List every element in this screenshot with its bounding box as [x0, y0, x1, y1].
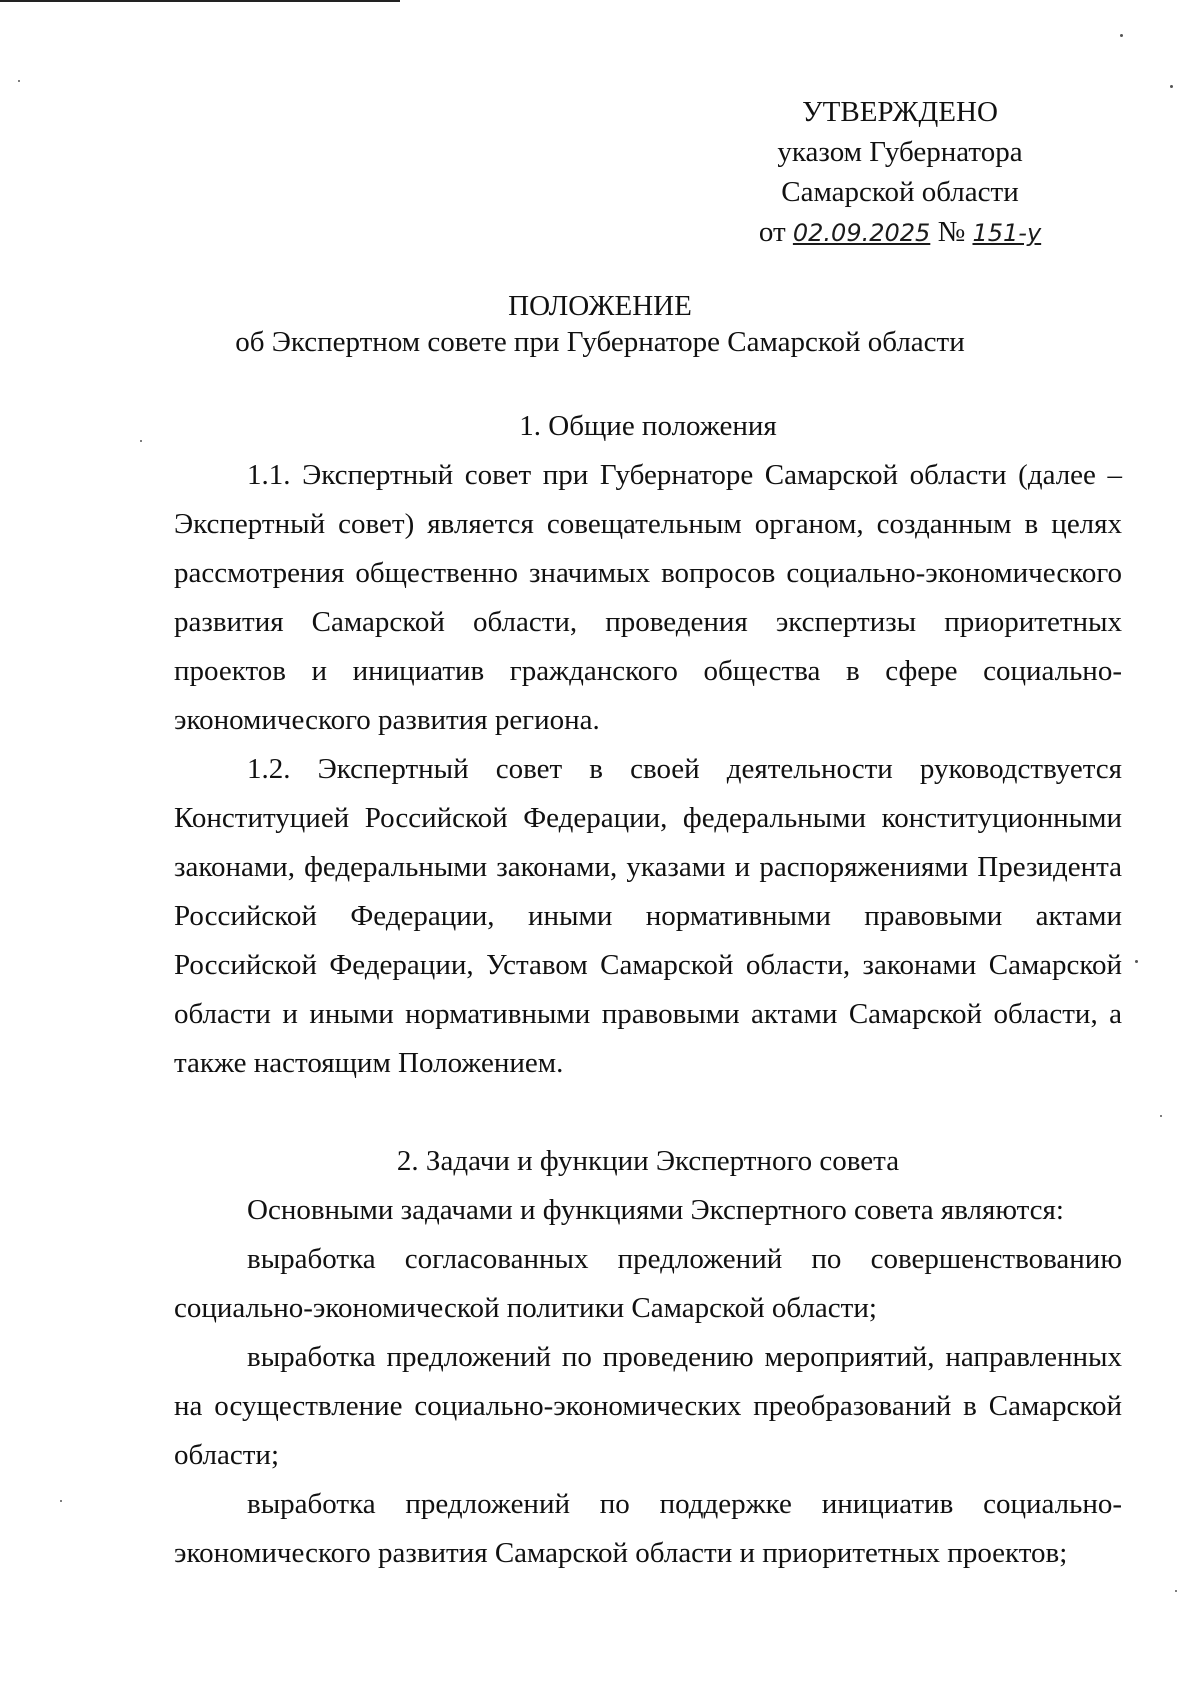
scan-speck: [1135, 960, 1138, 963]
scan-speck: [1120, 34, 1123, 37]
decree-number: 151-у: [972, 219, 1042, 247]
scan-speck: [60, 1500, 62, 1502]
scan-speck: [18, 80, 20, 82]
section-1-heading: 1. Общие положения: [519, 410, 777, 442]
list-item: выработка предложений по проведению мероприятий, направленных на осуществление социально-экономических преобразований в Самарской области;: [174, 1341, 1122, 1471]
list-item: выработка предложений по поддержке инициатив социально-экономического развития Самарской области и приоритетных проектов;: [174, 1488, 1122, 1569]
approval-line-region: Самарской области: [781, 176, 1019, 208]
scan-speck: [1160, 1115, 1162, 1117]
section-2-intro: Основными задачами и функциями Экспертного совета являются:: [247, 1194, 1064, 1226]
decree-date: 02.09.2025: [792, 219, 931, 247]
paragraph-1-1: 1.1. Экспертный совет при Губернаторе Самарской области (далее – Экспертный совет) является совещательным органом, созданным в целях рассмотрения общественно значимых вопросов социально-экономического развития Самарской области, проведения экспертизы приоритетных проектов и инициатив гражданского общества в сфере социально-экономического развития региона.: [174, 459, 1122, 736]
date-prefix: от: [758, 216, 786, 248]
scan-speck: [1170, 85, 1173, 88]
document-subtitle: об Экспертном совете при Губернаторе Самарской области: [235, 326, 965, 358]
scan-speck: [140, 440, 142, 442]
approval-line-approved: УТВЕРЖДЕНО: [802, 96, 998, 128]
document-body: [174, 402, 1122, 1578]
section-2-heading: 2. Задачи и функции Экспертного совета: [396, 1145, 900, 1177]
approval-date-line: [720, 212, 1080, 253]
approval-line-decree: указом Губернатора: [777, 136, 1023, 168]
scan-speck: [1175, 1590, 1177, 1592]
list-item: выработка согласованных предложений по совершенствованию социально-экономической политики Самарской области;: [174, 1243, 1122, 1324]
number-sign: №: [937, 216, 966, 248]
document-title: ПОЛОЖЕНИЕ: [508, 290, 692, 322]
scan-edge-line: [0, 0, 400, 2]
paragraph-1-2: 1.2. Экспертный совет в своей деятельности руководствуется Конституцией Российской Федерации, федеральными конституционными законами, федеральными законами, указами и распоряжениями Президента Российской Федерации, иными нормативными правовыми актами Российской Федерации, Уставом Самарской области, законами Самарской области и иными нормативными правовыми актами Самарской области, а также настоящим Положением.: [174, 753, 1122, 1079]
approval-stamp: [720, 92, 1080, 253]
